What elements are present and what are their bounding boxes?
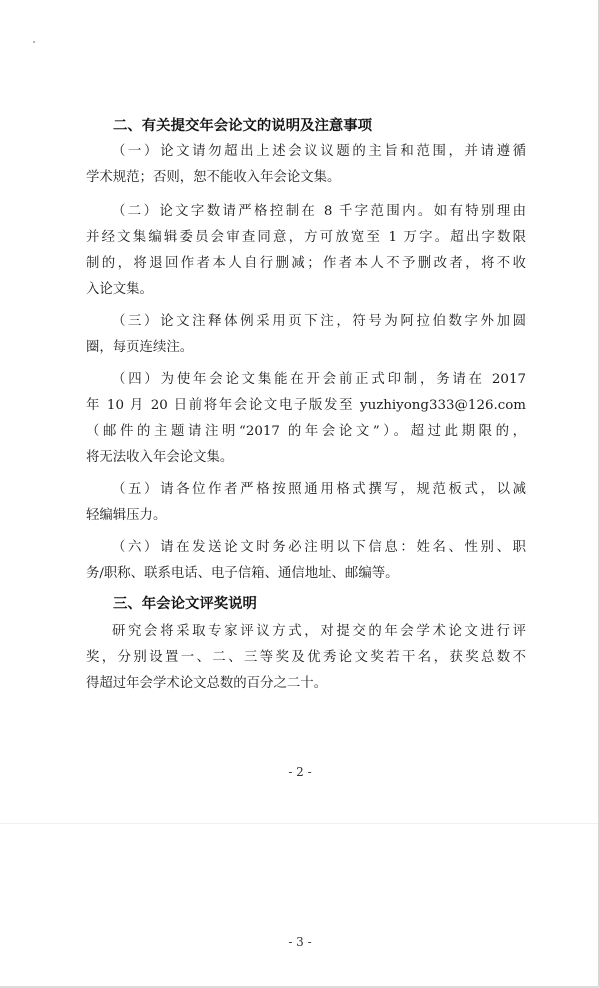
paragraph-line: 学术规范；否则，恕不能收入年会论文集。 xyxy=(86,170,341,185)
page-separator xyxy=(0,823,600,824)
paragraph-line: 得超过年会学术论文总数的百分之二十。 xyxy=(86,676,328,691)
paragraph-line: （二）论文字数请严格控制在 8 千字范围内。如有特别理由 xyxy=(112,204,526,219)
paragraph-line: 奖，分别设置一、二、三等奖及优秀论文奖若干名，获奖总数不 xyxy=(86,650,526,665)
paragraph-line: （六）请在发送论文时务必注明以下信息：姓名、性别、职 xyxy=(112,540,526,555)
paragraph-line: 年 10 月 20 日前将年会论文电子版发至 yuzhiyong333@126.com xyxy=(86,398,526,413)
scan-speck xyxy=(33,41,35,43)
paragraph-line: 将无法收入年会论文集。 xyxy=(86,450,234,465)
paragraph-line: （四）为使年会论文集能在开会前正式印制，务请在 2017 xyxy=(112,372,526,387)
paragraph-line: 圈，每页连续注。 xyxy=(86,340,194,355)
paragraph-line: （三）论文注释体例采用页下注，符号为阿拉伯数字外加圆 xyxy=(112,314,526,329)
paragraph-line: （邮件的主题请注明“2017 的年会论文”）。超过此期限的， xyxy=(86,424,526,439)
paragraph-line: 务/职称、联系电话、电子信箱、通信地址、邮编等。 xyxy=(86,566,399,581)
paragraph-line: 研究会将采取专家评议方式，对提交的年会学术论文进行评 xyxy=(112,624,526,639)
paragraph-line: （五）请各位作者严格按照通用格式撰写，规范板式，以减 xyxy=(112,482,526,497)
section-3-heading: 三、年会论文评奖说明 xyxy=(113,596,257,612)
section-2-heading: 二、有关提交年会论文的说明及注意事项 xyxy=(113,118,373,134)
page-number: - 2 - xyxy=(288,765,312,779)
page-number: - 3 - xyxy=(288,935,312,949)
paragraph-line: 入论文集。 xyxy=(86,282,153,297)
paragraph-line: 制的，将退回作者本人自行删减；作者本人不予删改者，将不收 xyxy=(86,256,526,271)
paragraph-line: 并经文集编辑委员会审查同意，方可放宽至 1 万字。超出字数限 xyxy=(86,230,526,245)
paragraph-line: 轻编辑压力。 xyxy=(86,508,167,523)
paragraph-line: （一）论文请勿超出上述会议议题的主旨和范围，并请遵循 xyxy=(112,144,526,159)
